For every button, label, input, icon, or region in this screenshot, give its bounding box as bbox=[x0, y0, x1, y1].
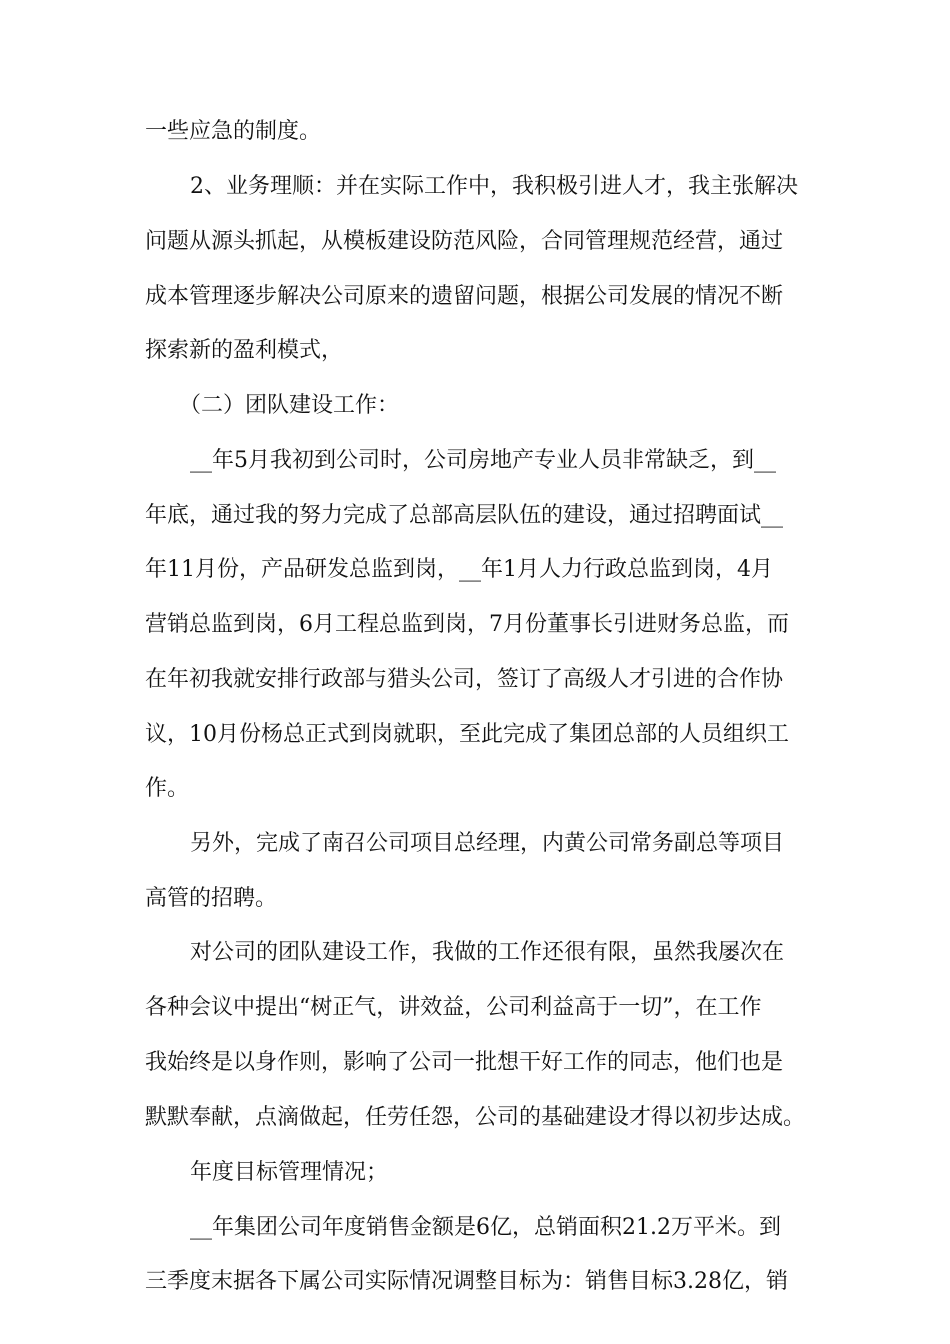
text-line: 营销总监到岗，6月工程总监到岗，7月份董事长引进财务总监，而 bbox=[145, 612, 789, 637]
text-line: 各种会议中提出“树正气，讲效益，公司利益高于一切”，在工作 bbox=[145, 995, 762, 1020]
text-line: 问题从源头抓起，从模板建设防范风险，合同管理规范经营，通过 bbox=[145, 229, 784, 254]
section-heading: （二）团队建设工作： bbox=[179, 393, 400, 418]
section-heading: 年度目标管理情况； bbox=[190, 1160, 389, 1185]
text-line: 年11月份，产品研发总监到岗，__年1月人力行政总监到岗，4月 bbox=[145, 557, 773, 582]
text-line: 探索新的盈利模式， bbox=[145, 338, 344, 363]
text-line: 在年初我就安排行政部与猎头公司，签订了高级人才引进的合作协 bbox=[145, 667, 784, 692]
text-line: 高管的招聘。 bbox=[145, 886, 278, 911]
text-line: 另外，完成了南召公司项目总经理，内黄公司常务副总等项目 bbox=[190, 831, 785, 856]
text-line: 一些应急的制度。 bbox=[145, 119, 322, 144]
text-line: 年底，通过我的努力完成了总部高层队伍的建设，通过招聘面试__ bbox=[145, 503, 784, 528]
text-line: 默默奉献，点滴做起，任劳任怨，公司的基础建设才得以初步达成。 bbox=[145, 1105, 806, 1130]
text-line: __年5月我初到公司时，公司房地产专业人员非常缺乏，到__ bbox=[190, 448, 776, 473]
text-line: 我始终是以身作则，影响了公司一批想干好工作的同志，他们也是 bbox=[145, 1050, 784, 1075]
text-line: 作。 bbox=[145, 776, 190, 801]
text-line: 议，10月份杨总正式到岗就职，至此完成了集团总部的人员组织工 bbox=[145, 722, 789, 747]
text-line: 三季度末据各下属公司实际情况调整目标为：销售目标3.28亿，销 bbox=[145, 1269, 788, 1294]
text-line: 2、业务理顺：并在实际工作中，我积极引进人才，我主张解决 bbox=[190, 174, 798, 199]
text-line: 对公司的团队建设工作，我做的工作还很有限，虽然我屡次在 bbox=[190, 940, 785, 965]
text-line: 成本管理逐步解决公司原来的遗留问题，根据公司发展的情况不断 bbox=[145, 284, 784, 309]
text-line: __年集团公司年度销售金额是6亿，总销面积21.2万平米。到 bbox=[190, 1215, 781, 1240]
